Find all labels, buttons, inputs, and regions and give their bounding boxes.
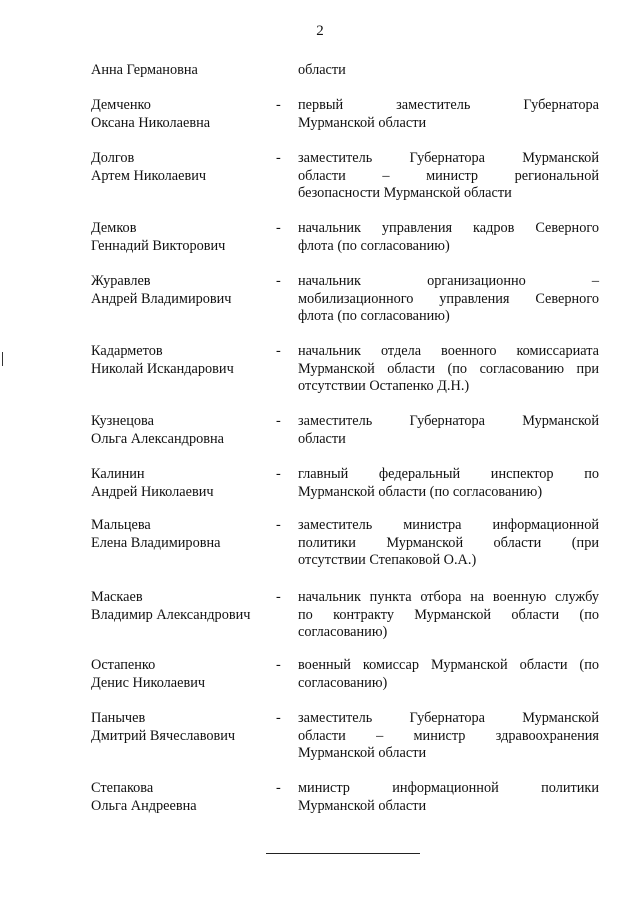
member-name — [91, 97, 271, 132]
member-position-line: мобилизационного управления Северного — [298, 290, 599, 307]
member-position-line: министр информационной политики — [298, 780, 599, 796]
member-position-line: начальник пункта отбора на военную службу — [298, 589, 599, 605]
member-name-line: Журавлев — [91, 273, 151, 289]
member-name-line: Панычев — [91, 710, 146, 726]
member-position-line: отсутствии Степаковой О.А.) — [298, 552, 477, 568]
member-name — [91, 710, 271, 745]
member-name — [91, 466, 271, 501]
member-position-line: первый заместитель Губернатора — [298, 97, 599, 113]
member-position — [298, 710, 599, 763]
member-name-line: Елена Владимировна — [91, 534, 221, 551]
end-divider-line — [266, 853, 420, 854]
member-position-line: области — [298, 62, 346, 78]
member-name — [91, 413, 271, 448]
member-position — [298, 466, 599, 501]
member-position — [298, 517, 599, 570]
member-name — [91, 343, 271, 378]
member-name-line: Демков — [91, 220, 137, 236]
separator-dash: - — [276, 657, 281, 673]
separator-dash: - — [276, 97, 281, 113]
member-name — [91, 150, 271, 185]
member-name — [91, 220, 271, 255]
member-position-line: области – министр здравоохранения — [298, 727, 599, 744]
member-position-line: области — [298, 430, 346, 447]
member-position — [298, 150, 599, 203]
member-position — [298, 97, 599, 132]
member-position-line: флота (по согласованию) — [298, 237, 450, 254]
member-name-line: Денис Николаевич — [91, 674, 206, 691]
member-position-line: Мурманской области (по согласованию) — [298, 483, 543, 500]
member-name-line: Ольга Александровна — [91, 430, 224, 447]
member-position-line: Мурманской области — [298, 114, 427, 131]
member-position-line: Мурманской области (по согласованию при — [298, 360, 599, 377]
member-position — [298, 657, 599, 692]
member-position-line: по контракту Мурманской области (по — [298, 606, 599, 623]
separator-dash: - — [276, 150, 281, 166]
member-position-line: начальник организационно – — [298, 273, 599, 289]
member-position-line: заместитель министра информационной — [298, 517, 599, 533]
member-position-line: флота (по согласованию) — [298, 308, 450, 324]
separator-dash: - — [276, 710, 281, 726]
member-name-line: Ольга Андреевна — [91, 797, 197, 814]
member-position — [298, 62, 599, 80]
member-position-line: заместитель Губернатора Мурманской — [298, 413, 599, 429]
member-position-line: согласованию) — [298, 624, 388, 640]
separator-dash: - — [276, 343, 281, 359]
member-name-line: Николай Искандарович — [91, 360, 234, 377]
member-name — [91, 517, 271, 552]
member-position-line: начальник отдела военного комиссариата — [298, 343, 599, 359]
member-name — [91, 273, 271, 308]
margin-mark — [2, 352, 3, 366]
member-position-line: политики Мурманской области (при — [298, 534, 599, 551]
member-name — [91, 589, 271, 624]
member-name-line: Долгов — [91, 150, 135, 166]
separator-dash: - — [276, 220, 281, 236]
member-name-line: Кузнецова — [91, 413, 154, 429]
separator-dash: - — [276, 413, 281, 429]
member-name-line: Андрей Владимирович — [91, 290, 232, 307]
separator-dash: - — [276, 780, 281, 796]
member-position — [298, 343, 599, 396]
member-position-line: отсутствии Остапенко Д.Н.) — [298, 378, 470, 394]
member-position — [298, 780, 599, 815]
page-number: 2 — [316, 23, 324, 39]
member-name-line: Дмитрий Вячеславович — [91, 727, 236, 744]
member-position-line: Мурманской области — [298, 745, 427, 761]
member-name-line: Кадарметов — [91, 343, 163, 359]
member-position-line: заместитель Губернатора Мурманской — [298, 150, 599, 166]
member-position-line: военный комиссар Мурманской области (по — [298, 657, 599, 673]
member-position — [298, 273, 599, 326]
member-name-line: Артем Николаевич — [91, 167, 207, 184]
separator-dash: - — [276, 589, 281, 605]
member-position-line: области – министр региональной — [298, 167, 599, 184]
member-name — [91, 780, 271, 815]
member-position-line: Мурманской области — [298, 797, 427, 814]
member-name-line: Калинин — [91, 466, 145, 482]
member-position — [298, 220, 599, 255]
member-name-line: Геннадий Викторович — [91, 237, 226, 254]
member-name-line: Демченко — [91, 97, 151, 113]
member-name — [91, 657, 271, 692]
separator-dash: - — [276, 273, 281, 289]
member-position-line: главный федеральный инспектор по — [298, 466, 599, 482]
member-name-line: Мальцева — [91, 517, 151, 533]
member-position-line: заместитель Губернатора Мурманской — [298, 710, 599, 726]
member-name-line: Оксана Николаевна — [91, 114, 211, 131]
member-position-line: начальник управления кадров Северного — [298, 220, 599, 236]
member-position-line: безопасности Мурманской области — [298, 185, 512, 201]
member-position — [298, 413, 599, 448]
separator-dash: - — [276, 466, 281, 482]
member-name-line: Степакова — [91, 780, 154, 796]
member-name-line: Остапенко — [91, 657, 156, 673]
member-position-line: согласованию) — [298, 674, 388, 691]
member-name — [91, 62, 271, 80]
member-name-line: Владимир Александрович — [91, 606, 251, 623]
member-name-line: Анна Германовна — [91, 62, 198, 78]
separator-dash: - — [276, 517, 281, 533]
member-name-line: Маскаев — [91, 589, 143, 605]
member-name-line: Андрей Николаевич — [91, 483, 214, 500]
member-position — [298, 589, 599, 642]
